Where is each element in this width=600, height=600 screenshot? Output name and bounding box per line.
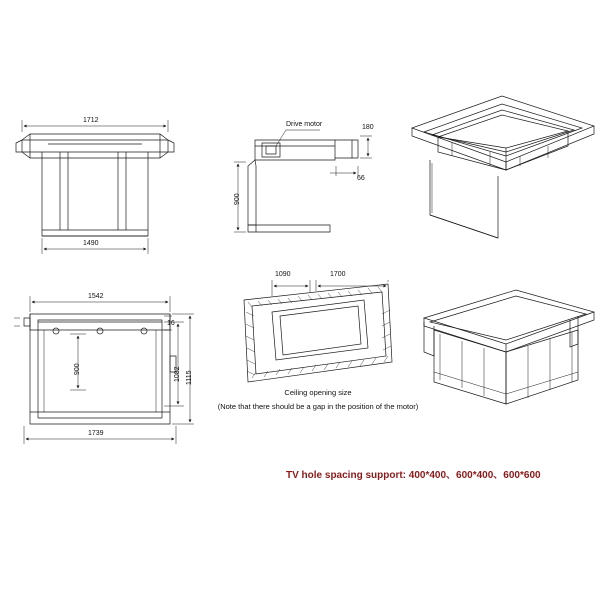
dim-180: 180 bbox=[362, 124, 374, 131]
dim-1115: 1115 bbox=[186, 370, 193, 385]
plan-view bbox=[14, 296, 194, 444]
ceiling-opening-caption: Ceiling opening size bbox=[284, 388, 352, 397]
ceiling-opening-view bbox=[244, 280, 392, 382]
side-section-view bbox=[234, 130, 372, 232]
dim-1712: 1712 bbox=[83, 117, 99, 124]
dim-66: 66 bbox=[357, 175, 365, 182]
dim-900-plan: 900 bbox=[74, 363, 81, 375]
dim-1490: 1490 bbox=[83, 240, 99, 247]
front-elevation-view bbox=[16, 120, 174, 254]
ceiling-opening-note: (Note that there should be a gap in the position of the motor) bbox=[217, 402, 419, 411]
dim-1542: 1542 bbox=[88, 293, 104, 300]
dim-900-side: 900 bbox=[234, 193, 241, 205]
tv-hole-spacing-note: TV hole spacing support: 400*400、600*400、600*600 bbox=[286, 470, 541, 481]
isometric-recessed-view bbox=[412, 96, 594, 238]
dim-1090: 1090 bbox=[275, 271, 291, 278]
dim-1700: 1700 bbox=[330, 271, 346, 278]
dim-16: 16 bbox=[167, 320, 175, 327]
dim-1082: 1082 bbox=[174, 366, 181, 382]
dim-1739: 1739 bbox=[88, 430, 104, 437]
isometric-deployed-view bbox=[424, 290, 594, 404]
label-drive-motor: Drive motor bbox=[286, 121, 323, 128]
